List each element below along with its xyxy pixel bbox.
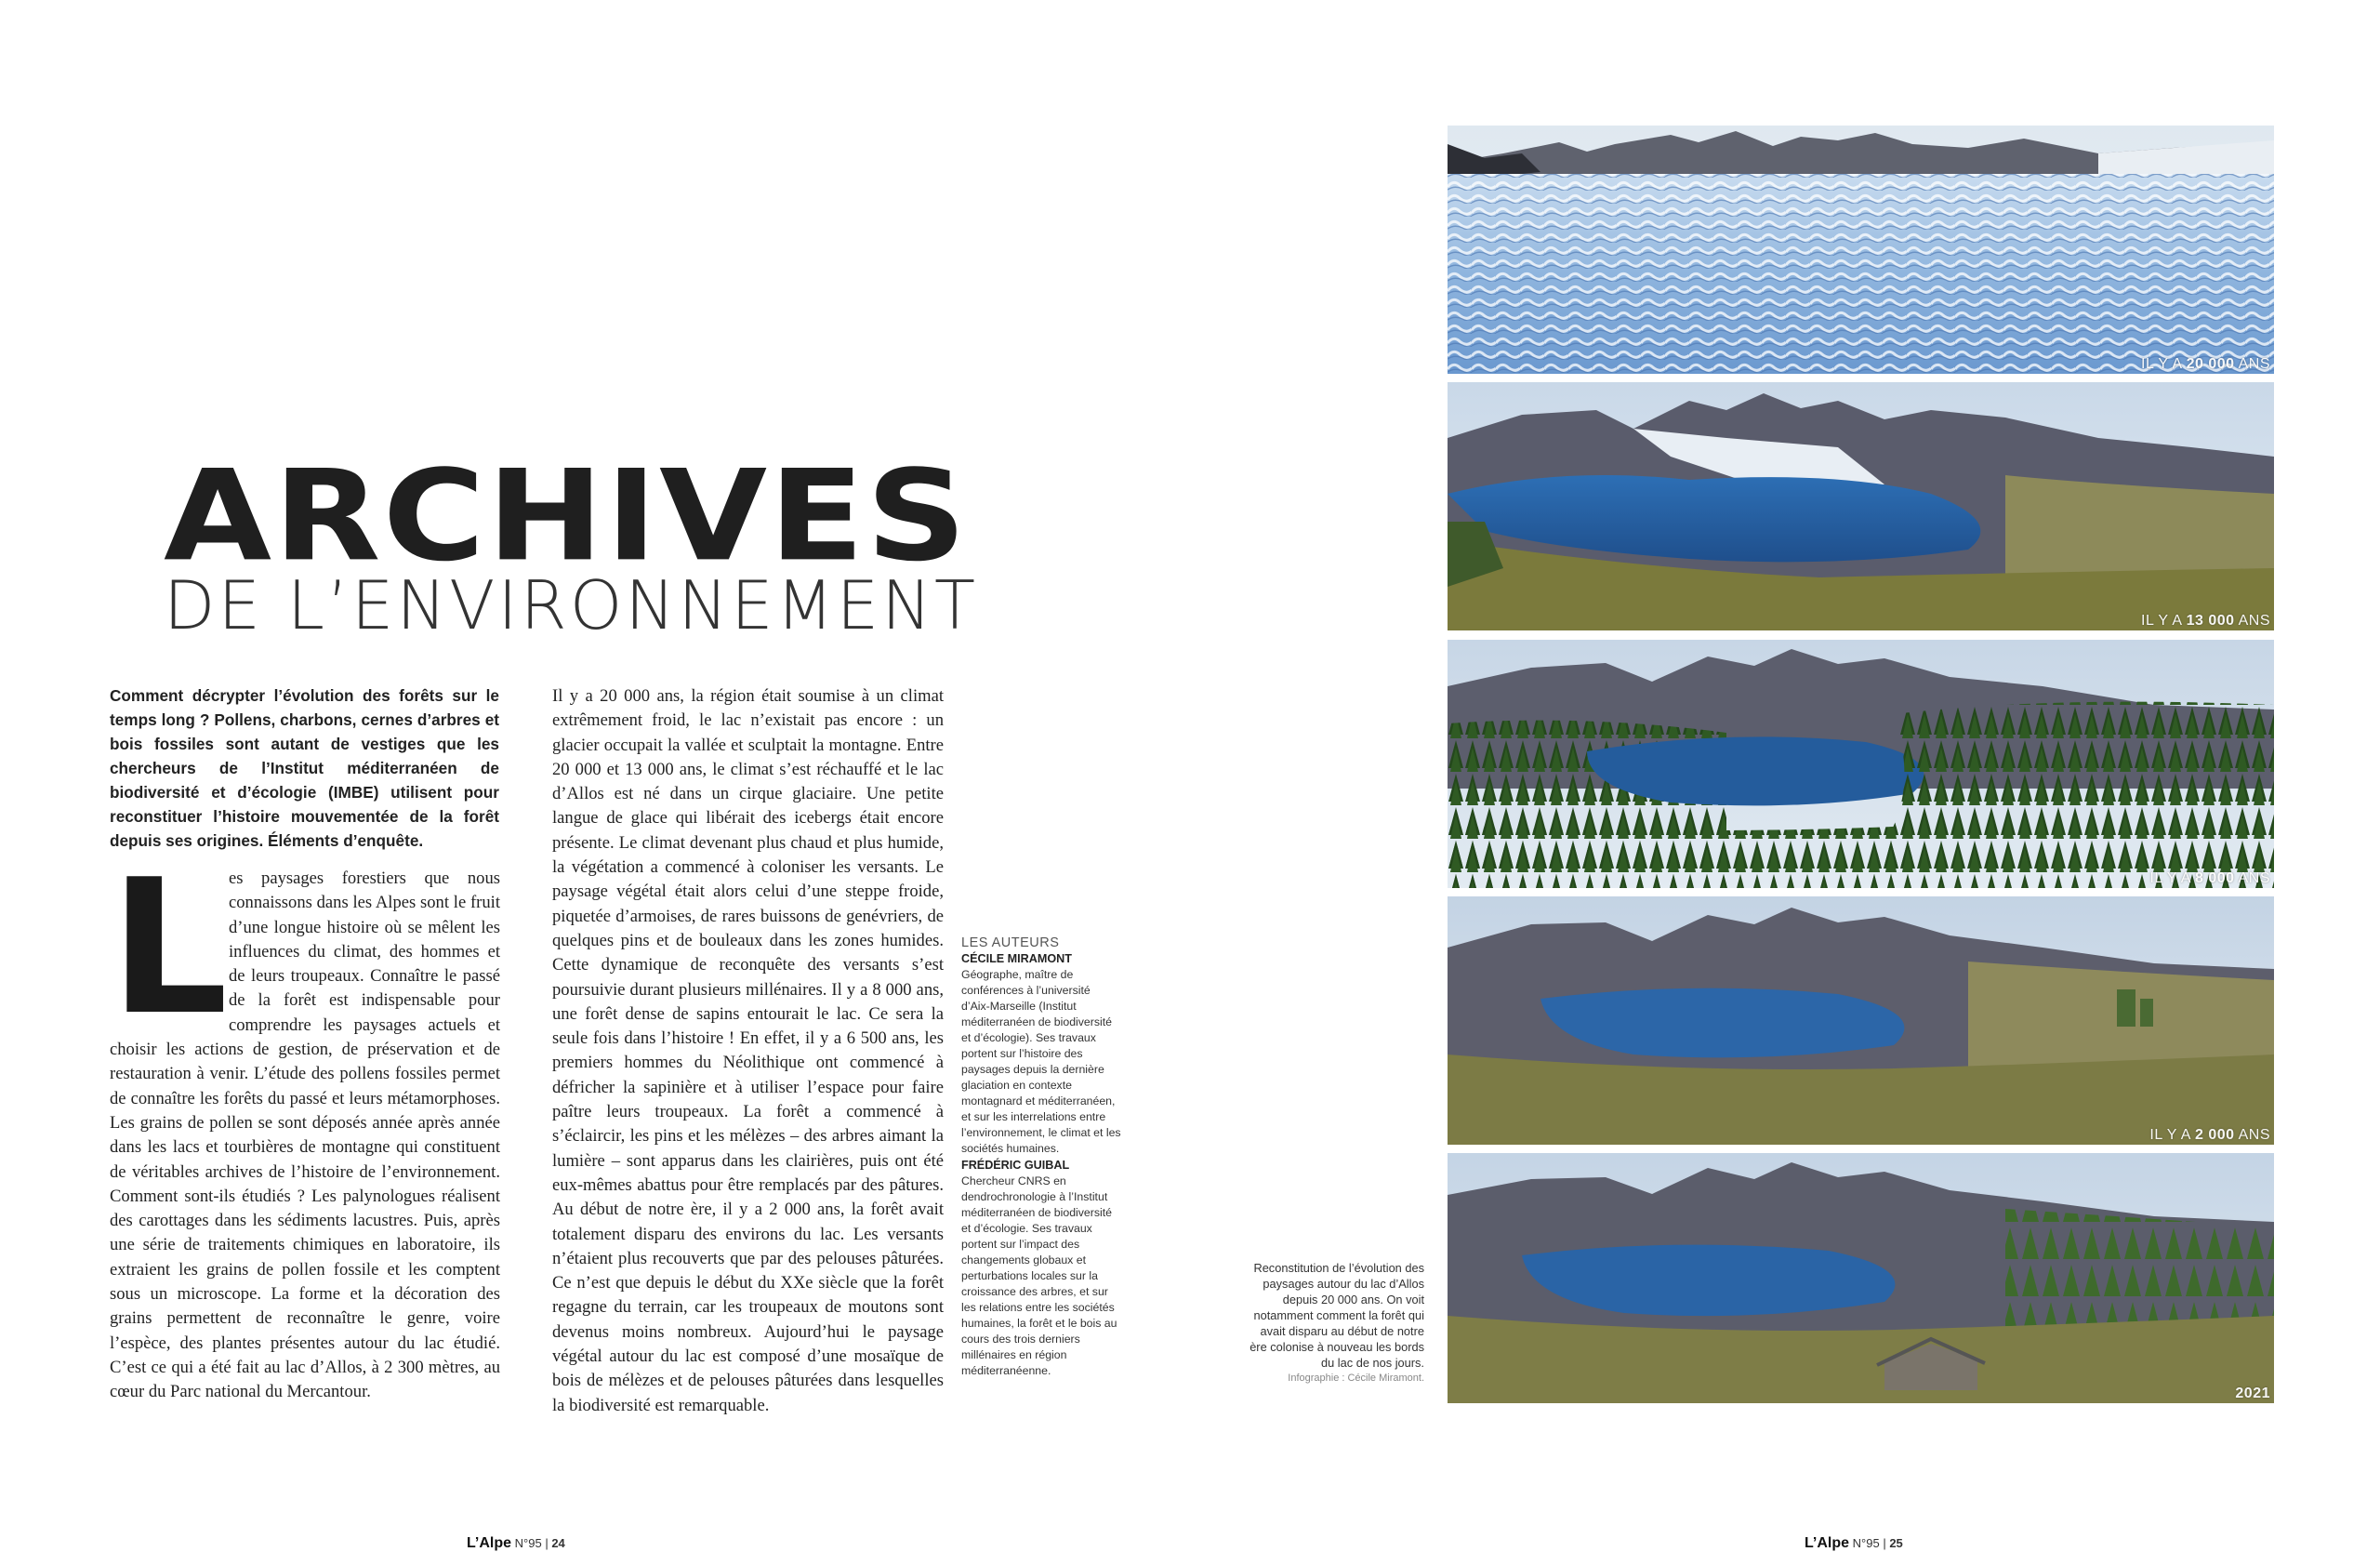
body-column-2: Il y a 20 000 ans, la région était soumise à un climat extrêmement froid, le lac n’existait pas encore : un glacier occupait la vallée et sculptait la montagne. Entre 20 000 et 13 000 ans, le climat s’est réchauffé et le lac d’Allos est né dans un cirque glaciaire. Une petite langue de glace qui libérait des icebergs était encore présente. Le climat devenant plus chaud et plus humide, la végétation a commencé à coloniser les versants. Le paysage végétal était alors celui d’une steppe froide, piquetée d’armoises, de rares buissons de genévriers, de quelques pins et de bouleaux dans les zones humides. Cette dynamique de reconquête des versants s’est poursuivie durant plusieurs millénaires. Il y a 8 000 ans, une forêt dense de sapins entourait le lac. Ce sera la seule fois dans l’histoire ! En effet, il y a 6 500 ans, les premiers hommes du Néolithique ont commencé à défricher la sapinière et à utiliser l’espace pour faire paître leurs troupeaux. La forêt a commencé à s’éclaircir, les pins et les mélèzes – des arbres aimant la lumière – sont apparus dans les clairières, puis ont été eux-mêmes abattus pour être remplacés par des pâtures. Au début de notre ère, il y a 2 000 ans, la forêt avait totalement disparu des environs du lac. Les versants n’étaient plus recouverts que par des pelouses pâturées. Ce n’est que depuis le début du XXe siècle que la forêt regagne du terrain, car les troupeaux de moutons sont devenus moins nombreux. Aujourd’hui le paysage végétal autour du lac est composé d’une mosaïque de bois de mélèzes et de pelouses pâturées dans lesquelles la biodiversité est remarquable. [552,686,944,1415]
article-intro: Comment décrypter l’évolution des forêts sur le temps long ? Pollens, charbons, cernes d’arbres et bois fossiles sont autant de vestiges que les chercheurs de l’Institut méditerranéen de biodiversité et d’écologie (IMBE) utilisent pour reconstituer l’histoire mouvementée de la forêt depuis ses origines. Éléments d’enquête. [110,686,499,850]
caption-credit: Infographie : Cécile Miramont. [1288,1373,1424,1384]
panel-label-4: IL Y A 2 000 ANS [2149,1127,2270,1143]
panel-label-5: 2021 [2235,1386,2270,1401]
panel-label-1: IL Y A 20 000 ANS [2141,356,2270,372]
page-number-right: 25 [1889,1536,1903,1550]
magazine-brand: L’Alpe [467,1535,512,1551]
landscape-image-pasture-2000 [1448,896,2274,1145]
article-title: ARCHIVES [164,444,969,590]
footer-left [467,1535,565,1552]
author-1-bio: Géographe, maître de conférences à l’université d’Aix-Marseille (Institut méditerranéen de biodiversité et d’écologie). Ses travaux portent sur l’histoire des paysages depuis la dernière glaciation en contexte montagnard et méditerranéen, et sur les interrelations entre l’environnement, le climat et les sociétés humaines. [961,968,1121,1155]
landscape-image-lake-13000 [1448,382,2274,630]
magazine-brand: L’Alpe [1805,1535,1850,1551]
footer-separator: | [545,1536,549,1550]
author-2-name: FRÉDÉRIC GUIBAL [961,1159,1070,1172]
article-subtitle: DE L’ENVIRONNEMENT [164,566,979,644]
author-1-name: CÉCILE MIRAMONT [961,952,1072,965]
issue-number: N°95 [514,1536,542,1550]
figure-caption [1246,1260,1424,1386]
caption-text: Reconstitution de l’évolution des paysages autour du lac d’Allos depuis 20 000 ans. On voit notamment comment la forêt qui avait disparu au début de notre ère colonise à nouveau les bords du lac de nos jours. [1250,1261,1424,1370]
landscape-image-glacier [1448,126,2274,374]
issue-number: N°95 [1852,1536,1880,1550]
landscape-image-forest-8000 [1448,640,2274,888]
body-column-1 [110,840,500,1405]
body-column-1-text: es paysages forestiers que nous connaissons dans les Alpes sont le fruit d’une longue histoire où se mêlent les influences du climat, des hommes et de leurs troupeaux. Connaître le passé de la forêt est indispensable pour comprendre les paysages actuels et choisir les actions de gestion, de préservation et de restauration à venir. L’étude des pollens fossiles permet de connaître les forêts du passé et leurs métamorphoses. Les grains de pollen se sont déposés année après année dans les lacs et tourbières de montagne qui constituent de véritables archives de l’histoire de l’environnement. Comment sont-ils étudiés ? Les palynologues réalisent des carottages dans les sédiments lacustres. Puis, après une série de traitements chimiques en laboratoire, ils extraient les grains de pollen fossile et les comptent sous un microscope. La forme et la décoration des grains permettent de reconnaître le genre, voire l’espèce, des plantes présentes autour du lac étudié. C’est ce qui a été fait au lac d’Allos, à 2 300 mètres, au cœur du Parc national du Mercantour. [110,869,500,1402]
drop-cap: L [110,840,229,1056]
footer-right [1805,1535,1903,1552]
authors-box [961,935,1121,1379]
panel-label-3: IL Y A 8 000 ANS [2149,870,2270,886]
page-number-left: 24 [551,1536,565,1550]
footer-separator: | [1883,1536,1886,1550]
authors-heading: LES AUTEURS [961,935,1060,950]
landscape-image-2021 [1448,1153,2274,1403]
author-2-bio: Chercheur CNRS en dendrochronologie à l’Institut méditerranéen de biodiversité et d’écologie. Ses travaux portent sur l’impact des changements globaux et perturbations locales sur la croissance des arbres, et sur les relations entre les sociétés humaines, la forêt et le bois au cours des trois derniers millénaires en région méditerranéenne. [961,1174,1117,1377]
panel-label-2: IL Y A 13 000 ANS [2141,613,2270,629]
